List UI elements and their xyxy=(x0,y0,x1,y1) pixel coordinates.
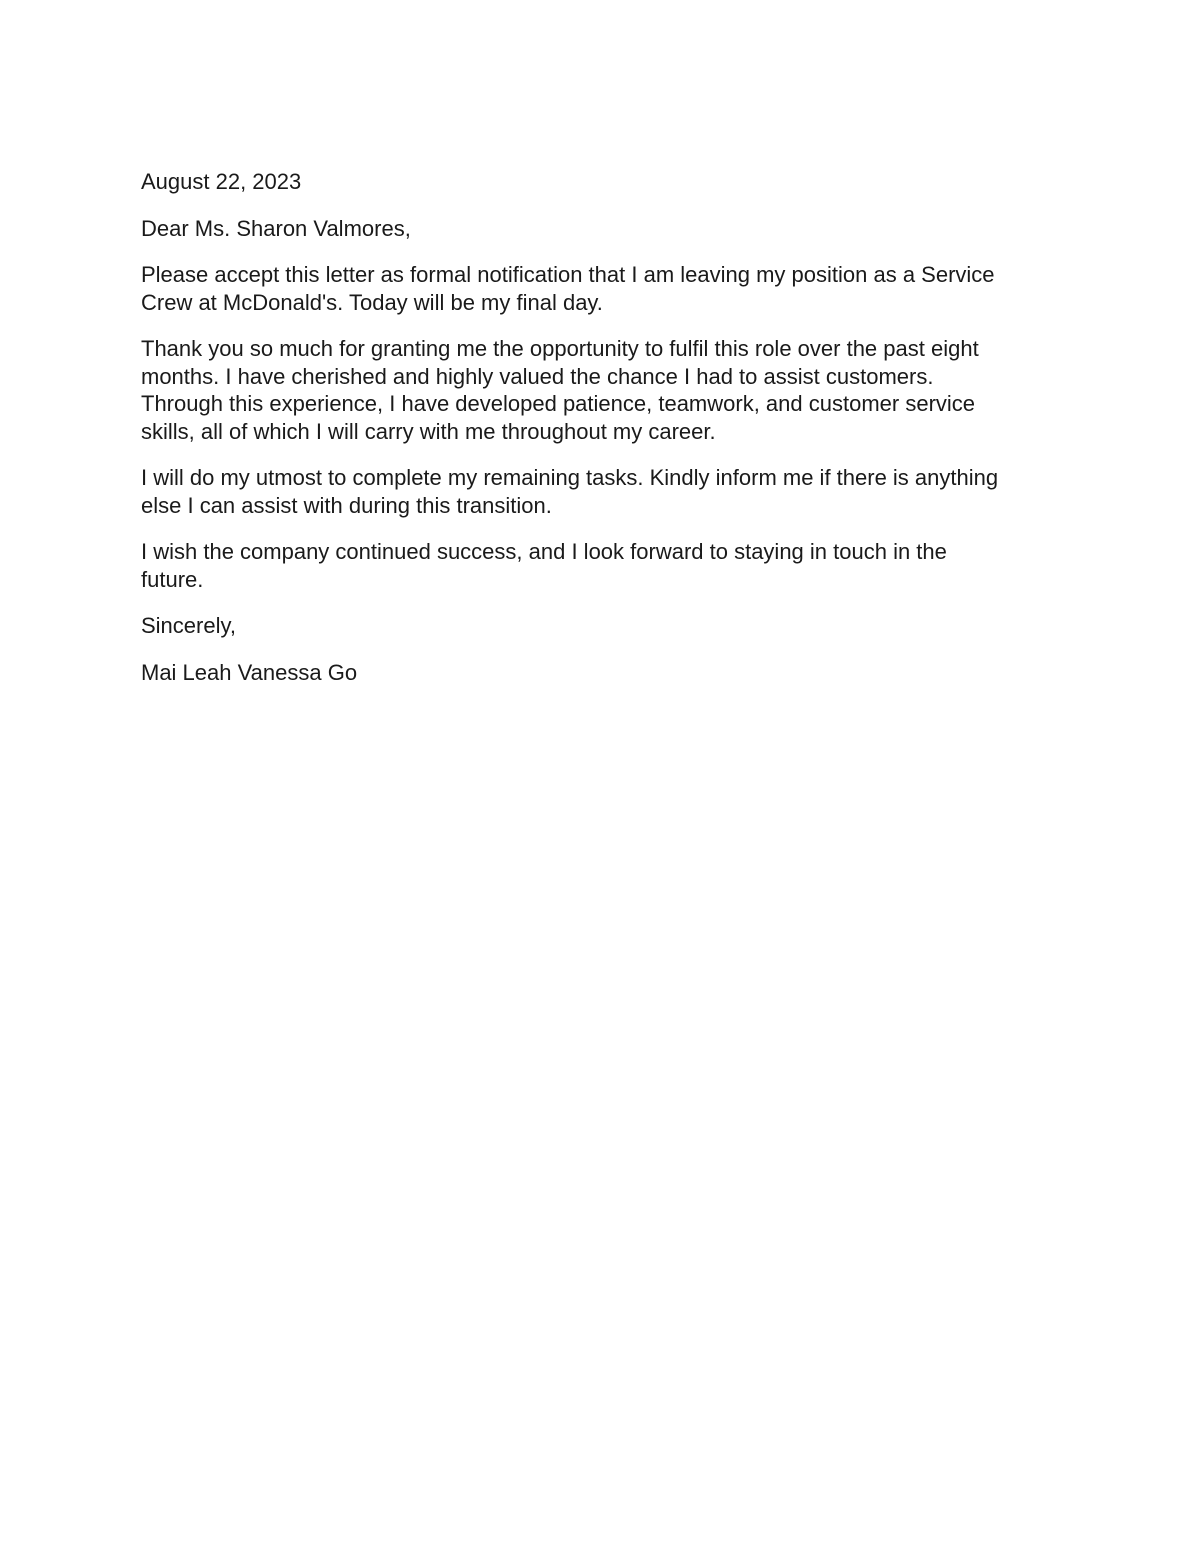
paragraph-line: future. xyxy=(141,566,204,592)
letter-date: August 22, 2023 xyxy=(141,169,302,194)
paragraph-line: Please accept this letter as formal notification that I am leaving my position as a Service xyxy=(141,262,995,287)
letter-closing: Sincerely, xyxy=(141,613,236,638)
paragraph-line: months. I have cherished and highly valued the chance I had to assist customers. xyxy=(141,363,934,389)
body-paragraph-1 xyxy=(141,261,1071,316)
paragraph-line: Thank you so much for granting me the opportunity to fulfil this role over the past eight xyxy=(141,336,979,361)
paragraph-line: else I can assist with during this transition. xyxy=(141,492,552,518)
letter-salutation: Dear Ms. Sharon Valmores, xyxy=(141,215,411,241)
signature-name: Mai Leah Vanessa Go xyxy=(141,659,358,685)
paragraph-line: Through this experience, I have developed patience, teamwork, and customer service xyxy=(141,391,976,416)
paragraph-line: I will do my utmost to complete my remaining tasks. Kindly inform me if there is anything xyxy=(141,465,999,490)
resignation-letter xyxy=(141,168,1071,705)
paragraph-line: I wish the company continued success, and I look forward to staying in touch in the xyxy=(141,539,947,564)
body-paragraph-2 xyxy=(141,335,1071,445)
body-paragraph-3 xyxy=(141,464,1071,519)
paragraph-line: Crew at McDonald's. Today will be my final day. xyxy=(141,289,603,315)
body-paragraph-4 xyxy=(141,538,1071,593)
paragraph-line: skills, all of which I will carry with me throughout my career. xyxy=(141,418,716,444)
